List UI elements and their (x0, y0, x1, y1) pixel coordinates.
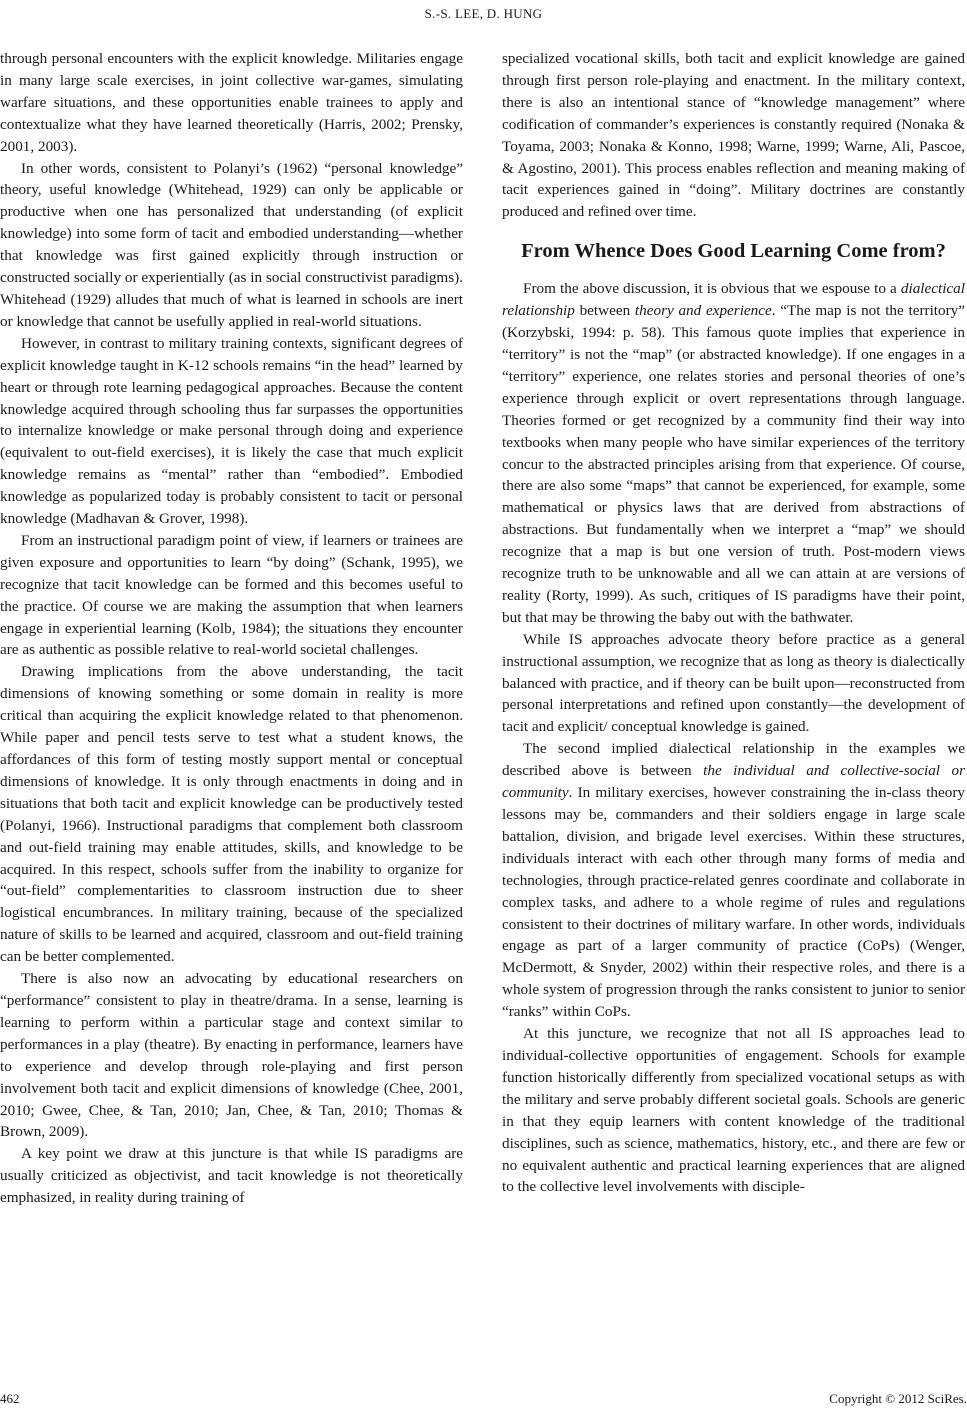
text-run: . In military exercises, however constraining the in-class theory lessons may be, commanders and their soldiers engage in large scale battalion, division, and brigade level exercises. Within these structures, individuals interact with each other through many forms of media and technologies, through practice-related genres coordinate and collaborate in complex tasks, and adhere to a whole regime of rules and regulations consistent to their doctrines of military warfare. In other words, individuals engage as part of a larger community of practice (CoPs) (Wenger, McDermott, & Snyder, 2002) within their respective roles, and there is a whole system of progression through the ranks consistent to junior to senior “ranks” within CoPs. (502, 784, 965, 1021)
paragraph: However, in contrast to military training contexts, significant degrees of explicit knowledge taught in K-12 schools remains “in the head” learned by heart or through rote learning pedagogical approaches. Because the content knowledge acquired through schooling thus far surpasses the opportunities to internalize knowledge or make personal through doing and experience (equivalent to out-field exercises), it is likely the case that much explicit knowledge remains as “mental” rather than “embodied”. Embodied knowledge as popularized today is probably consistent to tacit or personal knowledge (Madhavan & Grover, 1998). (0, 334, 463, 528)
page-number: 462 (0, 1391, 20, 1406)
paragraph: A key point we draw at this juncture is that while IS paradigms are usually criticized as objectivist, and tacit knowledge is not theoretically emphasized, in reality during training of (0, 1145, 463, 1207)
emphasis: the individual and collective-social or community (502, 762, 965, 802)
emphasis: theory and experience (634, 302, 772, 320)
paragraph: through personal encounters with the explicit knowledge. Militaries engage in many large scale exercises, in joint collective war-games, simulating warfare situations, and these opportunities enable trainees to apply and contextualize what they have learned theoretically (Harris, 2002; Prensky, 2001, 2003). (0, 50, 463, 155)
text-run: The second implied dialectical relationship in the examples we described above is between (502, 740, 965, 780)
paragraph: There is also now an advocating by educational researchers on “performance” consistent to play in theatre/drama. In a sense, learning is learning to perform within a particular stage and context similar to performances in a play (theatre). By enacting in performance, learners have to experience and develop through role-playing and first person involvement both tacit and explicit dimensions of knowledge (Chee, 2001, 2010; Gwee, Chee, & Tan, 2010; Jan, Chee, & Tan, 2010; Thomas & Brown, 2009). (0, 970, 463, 1141)
paragraph: At this juncture, we recognize that not all IS approaches lead to individual-collective opportunities of engagement. Schools for example function historically differently from specialized vocational setups as with the military and serve probably different societal goals. Schools are generic in that they equip learners with content knowledge of the traditional disciplines, such as science, mathematics, history, etc., and there are few or no equivalent authentic and practical learning experiences that are aligned to the collective level involvements with disciple- (502, 1025, 965, 1196)
text-run: From the above discussion, it is obvious that we espouse to a (523, 280, 901, 298)
section-heading: From Whence Does Good Learning Come from? (521, 240, 946, 263)
text-run: between (574, 302, 635, 320)
paragraph: Drawing implications from the above understanding, the tacit dimensions of knowing something or some domain in reality is more critical than acquiring the explicit knowledge related to that phenomenon. While paper and pencil tests serve to test what a student knows, the affordances of this form of testing mostly support mental or conceptual dimensions of knowledge. It is only through enactments in doing and in situations that both tacit and explicit knowledge can be productively tested (Polanyi, 1966). Instructional paradigms that complement both classroom and out-field training may enable attitudes, skills, and knowledge to be acquired. In this respect, schools suffer from the inability to organize for “out-field” complementarities to classroom instruction due to sheer logistical encumbrances. In military training, because of the specialized nature of skills to be learned and acquired, classroom and out-field training can be better complemented. (0, 663, 463, 966)
paragraph: While IS approaches advocate theory before practice as a general instructional assumption, we recognize that as long as theory is dialectically balanced with practice, and if theory can be built upon—reconstructed from personal interpretations and refined upon constantly—the development of tacit and explicit/ conceptual knowledge is gained. (502, 630, 965, 736)
running-head: S.-S. LEE, D. HUNG (424, 6, 543, 21)
paragraph: From an instructional paradigm point of view, if learners or trainees are given exposure and opportunities to learn “by doing” (Schank, 1995), we recognize that tacit knowledge can be formed and this becomes useful to the practice. Of course we are making the assumption that when learners engage in experiential learning (Kolb, 1984); the situations they encounter are as authentic as possible relative to real-world societal challenges. (0, 531, 463, 659)
copyright-notice: Copyright © 2012 SciRes. (829, 1391, 967, 1406)
paragraph: In other words, consistent to Polanyi’s (1962) “personal knowledge” theory, useful knowledge (Whitehead, 1929) can only be applicable or productive when one has personalized that understanding (of explicit knowledge) into some form of tacit and embodied understanding—whether that knowledge was first gained explicitly through instruction or constructed socially or experientially (as in social constructivist paradigms). Whitehead (1929) alludes that much of what is learned in schools are inert or knowledge that cannot be usefully applied in real-world situations. (0, 159, 463, 330)
paragraph (502, 738, 965, 1023)
right-column (502, 48, 965, 1198)
text-run: . “The map is not the territory” (Korzybski, 1994: p. 58). This famous quote implies that experience in “territory” is not the “map” (or abstracted knowledge). If one engages in a “territory” experience, one relates stories and personal theories of one’s experience through explicit or overt representations through language. Theories formed or get recognized by a community find their way into textbooks when many people who have similar experiences of the territory concur to the abstracted principles arising from that experience. Of course, there are also some “maps” that cannot be experienced, for example, some mathematical or physics laws that are derived from abstractions of abstractions. But fundamentally when we interpret a “map” we should recognize that a map is but one version of truth. Post-modern views recognize truth to be unknowable and all we can attain at are versions of reality (Rorty, 1999). As such, critiques of IS paradigms have their point, but that may be throwing the baby out with the bathwater. (502, 302, 966, 626)
emphasis: dialectical relationship (502, 280, 965, 320)
paragraph: specialized vocational skills, both tacit and explicit knowledge are gained through first person role-playing and enactment. In the military context, there is also an intentional stance of “knowledge management” where codification of commander’s experiences is constantly required (Nonaka & Toyama, 2003; Nonaka & Konno, 1998; Warne, 1999; Warne, Ali, Pascoe, & Agostino, 2001). This process enables reflection and meaning making of tacit experiences gained in “doing”. Military doctrines are constantly produced and refined over time. (502, 50, 965, 221)
paragraph (502, 278, 965, 629)
left-column (0, 48, 463, 1209)
